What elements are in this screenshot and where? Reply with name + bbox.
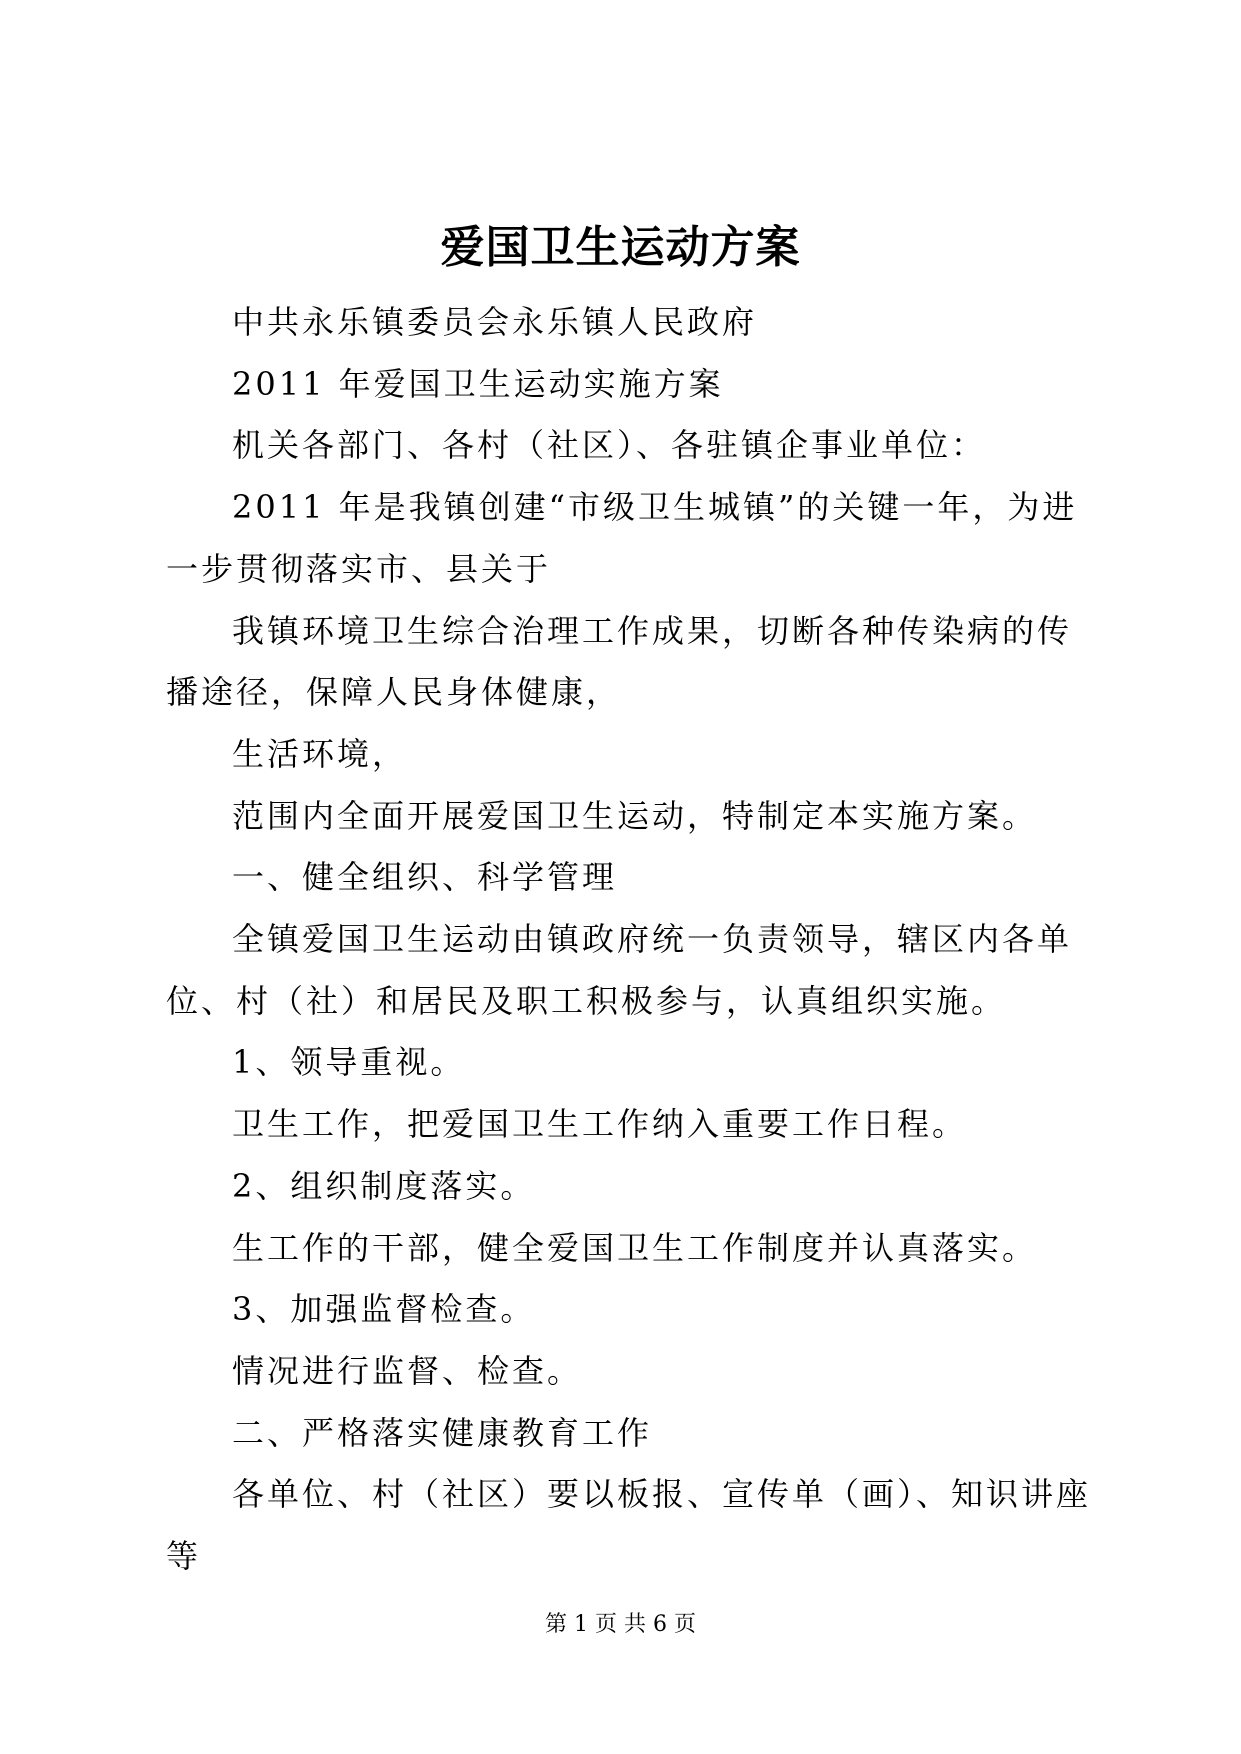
paragraph: 我镇环境卫生综合治理工作成果，切断各种传染病的传播途径，保障人民身体健康，: [166, 611, 1073, 712]
subsection-heading: 2、组织制度落实。: [232, 1166, 536, 1205]
section-heading: 一、健全组织、科学管理: [232, 858, 618, 897]
subsection-heading: 3、加强监督检查。: [232, 1290, 536, 1329]
paragraph: 全镇爱国卫生运动由镇政府统一负责领导，辖区内各单位、村（社）和居民及职工积极参与，认真组织实施。: [166, 920, 1073, 1020]
paragraph: 中共永乐镇委员会永乐镇人民政府: [232, 303, 758, 341]
paragraph: 生活环境，: [232, 734, 408, 773]
paragraph: 情况进行监督、检查。: [232, 1351, 583, 1390]
paragraph: 范围内全面开展爱国卫生运动，特制定本实施方案。: [232, 796, 1038, 835]
subsection-heading: 1、领导重视。: [232, 1043, 466, 1082]
paragraph: 2011 年是我镇创建“市级卫生城镇”的关键一年，为进一步贯彻落实市、县关于: [166, 488, 1078, 588]
paragraph: 机关各部门、各村（社区）、各驻镇企事业单位：: [232, 426, 987, 465]
document-title: 爱国卫生运动方案: [440, 222, 801, 273]
document-body: [166, 292, 1106, 1588]
paragraph: 各单位、村（社区）要以板报、宣传单（画）、知识讲座等: [166, 1475, 1092, 1576]
page-footer: 第 1 页 共 6 页: [545, 1612, 696, 1637]
paragraph: 2011 年爱国卫生运动实施方案: [232, 364, 724, 403]
section-heading: 二、严格落实健康教育工作: [232, 1413, 653, 1452]
paragraph: 生工作的干部，健全爱国卫生工作制度并认真落实。: [232, 1228, 1038, 1267]
paragraph: 卫生工作，把爱国卫生工作纳入重要工作日程。: [232, 1105, 968, 1144]
